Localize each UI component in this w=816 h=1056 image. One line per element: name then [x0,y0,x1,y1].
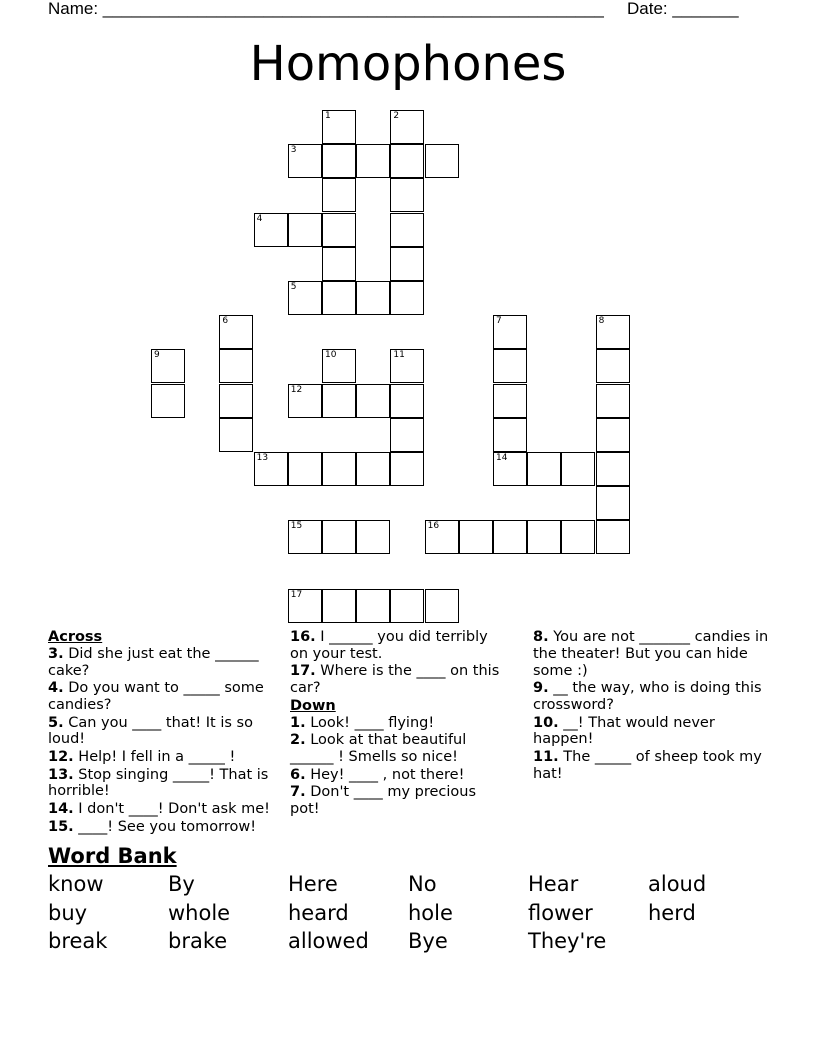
cell-number: 15 [290,521,303,532]
grid-cell[interactable] [288,213,322,247]
grid-cell[interactable] [596,349,630,383]
cell-number: 2 [393,111,400,121]
grid-cell[interactable] [322,247,356,281]
clue-across-12 [48,749,278,766]
clue-down-6 [290,767,510,784]
grid-cell[interactable] [425,520,459,554]
clue-text: ____! See you tomorrow! [73,818,257,835]
word-bank-item: No [408,872,437,896]
clue-across-3 [48,646,278,680]
clue-text: Did she just eat the ______ cake? [48,645,259,679]
cell-number: 9 [154,350,160,361]
word-bank-item: aloud [648,872,707,896]
clue-number: 5. [48,714,64,731]
grid-cell[interactable] [390,281,424,315]
clue-number: 6. [290,766,306,783]
grid-cell[interactable] [288,589,322,623]
clue-text: Hey! ____ , not there! [305,766,465,783]
grid-cell[interactable] [322,589,356,623]
grid-cell[interactable] [493,418,527,452]
grid-cell[interactable] [288,144,322,178]
grid-cell[interactable] [322,349,356,383]
clue-number: 7. [290,784,306,801]
grid-cell[interactable] [356,589,390,623]
clue-text: Look at that beautiful ______ ! Smells so nice! [290,732,467,765]
clue-across-5 [48,715,278,749]
clues-column-3 [533,629,771,783]
grid-cell[interactable] [356,452,390,486]
grid-cell[interactable] [356,520,390,554]
word-bank-item: know [48,872,104,896]
grid-cell[interactable] [219,384,253,418]
cell-number: 3 [290,145,297,156]
grid-cell[interactable] [151,349,185,383]
date-field-label: Date: _______ [627,0,739,18]
cell-number: 11 [393,350,405,361]
grid-cell[interactable] [390,589,424,623]
cell-number: 16 [427,521,440,532]
grid-cell[interactable] [322,520,356,554]
word-bank-item: Bye [408,929,448,954]
word-bank-item: By [168,872,195,896]
clue-number: 2. [290,732,306,749]
grid-cell[interactable] [561,520,595,554]
grid-cell[interactable] [390,213,424,247]
clue-across-13 [48,767,278,801]
word-bank-item: whole [168,900,231,925]
grid-cell[interactable] [219,315,253,349]
word-bank-item: flower [528,900,593,925]
grid-cell[interactable] [390,178,424,212]
grid-cell[interactable] [322,144,356,178]
cell-number: 4 [256,213,263,224]
clue-text: Help! I fell in a _____ ! [73,748,236,765]
grid-cell[interactable] [219,418,253,452]
cell-number: 14 [496,453,508,463]
cell-number: 7 [496,316,502,327]
grid-cell[interactable] [390,110,424,144]
grid-cell[interactable] [356,281,390,315]
grid-cell[interactable] [288,520,322,554]
clue-text: Stop singing _____! That is horrible! [48,766,269,800]
clue-number: 14. [48,800,74,817]
grid-cell[interactable] [596,418,630,452]
clue-number: 1. [290,714,306,731]
clue-down-7 [290,784,510,818]
grid-cell[interactable] [493,384,527,418]
clue-number: 3. [48,645,64,662]
clue-text: I don't ____! Don't ask me! [73,800,270,817]
grid-cell[interactable] [493,315,527,349]
clue-down-8 [533,629,771,679]
cell-number: 17 [290,589,303,600]
cell-number: 10 [325,350,337,361]
grid-cell[interactable] [493,452,527,486]
grid-cell[interactable] [527,452,561,486]
grid-cell[interactable] [459,520,493,554]
clue-number: 8. [533,629,549,645]
grid-cell[interactable] [596,452,630,486]
grid-cell[interactable] [390,144,424,178]
clue-down-10 [533,715,771,749]
grid-cell[interactable] [322,384,356,418]
cell-number: 12 [290,384,303,395]
clue-number: 10. [533,714,559,731]
grid-cell[interactable] [219,349,253,383]
grid-cell[interactable] [390,349,424,383]
cell-number: 5 [290,282,297,292]
grid-cell[interactable] [561,452,595,486]
clue-text: I ______ you did terribly on your test. [290,629,488,662]
grid-cell[interactable] [390,452,424,486]
clue-down-9 [533,680,771,714]
clue-across-15 [48,819,278,836]
word-bank-item: brake [168,929,228,954]
clue-text: Do you want to _____ some candies? [48,680,264,713]
grid-cell[interactable] [322,110,356,144]
grid-cell[interactable] [356,384,390,418]
grid-cell[interactable] [425,589,459,623]
cell-number: 1 [325,111,331,121]
grid-cell[interactable] [254,213,288,247]
clue-text: __ the way, who is doing this crossword? [533,680,762,713]
grid-cell[interactable] [596,384,630,418]
grid-cell[interactable] [390,418,424,452]
grid-cell[interactable] [322,281,356,315]
grid-cell[interactable] [493,349,527,383]
word-bank-item: Hear [528,872,579,896]
page-title: Homophones [249,36,567,92]
word-bank [48,872,788,958]
clue-text: You are not _______ candies in the theater! But you can hide some :) [533,629,769,679]
word-bank-item: break [48,929,108,954]
word-bank-item: hole [408,900,453,925]
grid-cell[interactable] [254,452,288,486]
clue-text: Can you ____ that! It is so loud! [48,714,253,748]
word-bank-item: allowed [288,929,369,954]
clues-column-2 [290,629,510,819]
grid-cell[interactable] [322,178,356,212]
name-field-label: Name: _____________________________________________________ [48,0,604,18]
grid-cell[interactable] [390,384,424,418]
grid-cell[interactable] [390,247,424,281]
clue-number: 12. [48,748,74,765]
word-bank-item: herd [648,900,696,925]
grid-cell[interactable] [322,452,356,486]
clue-text: Look! ____ flying! [305,714,435,731]
grid-cell[interactable] [527,520,561,554]
grid-cell[interactable] [288,281,322,315]
clues-column-1 [48,629,278,836]
clue-number: 17. [290,663,316,680]
word-bank-item: Here [288,872,338,896]
grid-cell[interactable] [356,144,390,178]
cell-number: 13 [256,453,269,463]
word-bank-item: heard [288,900,349,925]
clue-down-1 [290,715,510,732]
clue-number: 4. [48,680,64,697]
grid-cell[interactable] [596,315,630,349]
word-bank-title: Word Bank [48,844,177,868]
clue-text: Don't ____ my precious pot! [290,784,477,817]
word-bank-item: buy [48,900,88,925]
clue-across-14 [48,801,278,818]
cell-number: 6 [222,316,229,327]
grid-cell[interactable] [322,213,356,247]
clue-across-16 [290,629,510,663]
across-heading: Across [48,629,103,645]
clue-down-11 [533,749,771,783]
clue-text: The _____ of sheep took my hat! [533,748,762,782]
clue-text: Where is the ____ on this car? [290,663,500,697]
cell-number: 8 [598,316,605,327]
grid-cell[interactable] [596,486,630,520]
grid-cell[interactable] [493,520,527,554]
grid-cell[interactable] [288,384,322,418]
grid-cell[interactable] [425,144,459,178]
grid-cell[interactable] [596,520,630,554]
clue-down-2 [290,732,510,766]
down-heading: Down [290,697,336,714]
clue-text: __! That would never happen! [533,714,715,748]
clue-number: 15. [48,818,74,835]
clue-number: 13. [48,766,74,783]
word-bank-item: They're [528,929,607,954]
grid-cell[interactable] [151,384,185,418]
clue-number: 16. [290,629,316,645]
clue-number: 9. [533,680,549,697]
grid-cell[interactable] [288,452,322,486]
clue-number: 11. [533,748,559,765]
clue-across-4 [48,680,278,714]
clue-across-17 [290,663,510,697]
